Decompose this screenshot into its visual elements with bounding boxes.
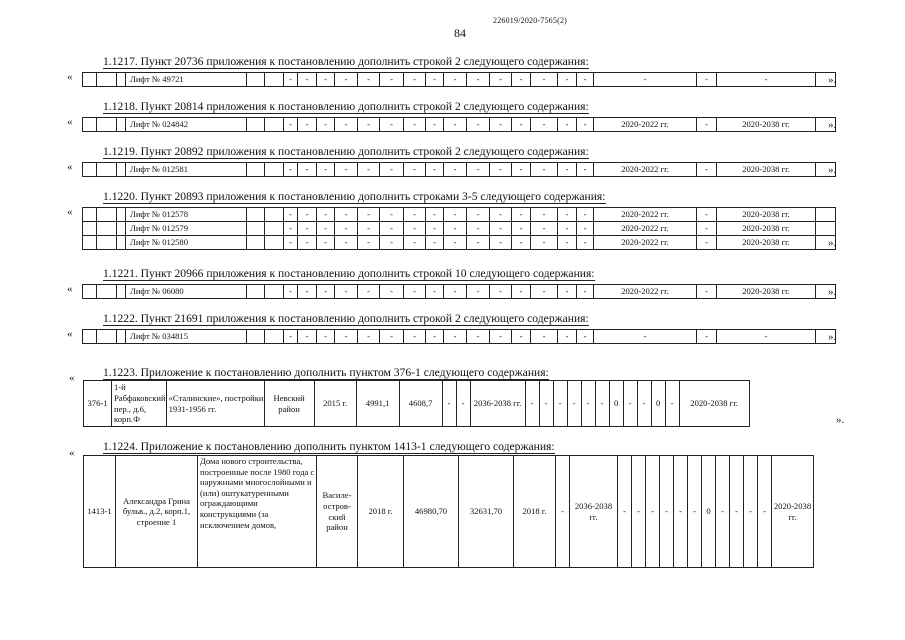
open-quote: « [67, 206, 73, 218]
table-row [83, 222, 836, 236]
table-cell: - [665, 381, 679, 427]
dash-cell: - [298, 330, 317, 344]
dash-cell: - [335, 236, 358, 250]
dash-cell: - [490, 222, 512, 236]
table-cell: «Сталинские», постройки 1931-1956 гг. [166, 381, 264, 427]
table-row [83, 208, 836, 222]
dash-cell: - [380, 118, 404, 132]
section-heading: 1.1220. Пункт 20893 приложения к постановлению дополнить строками 3-5 следующего содержания: [103, 190, 606, 203]
dash-cell: - [444, 285, 467, 299]
table-cell: - [581, 381, 595, 427]
table-cell: - [646, 456, 660, 568]
empty-cell [83, 73, 97, 87]
dash-cell: - [467, 285, 490, 299]
dash-cell: - [467, 330, 490, 344]
dash-cell: - [426, 208, 444, 222]
lift-label: Лифт № 024842 [126, 118, 247, 132]
dash-cell: - [512, 163, 531, 177]
empty-cell [117, 163, 126, 177]
open-quote: « [67, 161, 73, 173]
period-cell: 2020-2038 гг. [717, 118, 816, 132]
section-heading: 1.1222. Пункт 21691 приложения к постановлению дополнить строкой 2 следующего содержания: [103, 312, 589, 325]
dash-cell: - [490, 208, 512, 222]
empty-cell [247, 208, 265, 222]
dash-cell: - [284, 330, 298, 344]
section-heading: 1.1221. Пункт 20966 приложения к постановлению дополнить строкой 10 следующего содержания: [103, 267, 595, 280]
dash-cell: - [512, 236, 531, 250]
dash-cell: - [298, 285, 317, 299]
period-cell: - [594, 330, 697, 344]
table-cell: Александра Грина бульв., д.2, корп.1, строение 1 [116, 456, 198, 568]
period-cell: 2020-2038 гг. [717, 163, 816, 177]
empty-cell [97, 163, 117, 177]
table-row [83, 330, 836, 344]
lift-table [82, 72, 836, 87]
empty-cell [117, 118, 126, 132]
dash-cell: - [317, 285, 335, 299]
lift-label: Лифт № 012580 [126, 236, 247, 250]
table-row [83, 163, 836, 177]
dash-cell: - [444, 236, 467, 250]
empty-cell [83, 163, 97, 177]
period-cell: - [594, 73, 697, 87]
dash-cell: - [284, 222, 298, 236]
dash-cell: - [444, 330, 467, 344]
lift-label: Лифт № 012579 [126, 222, 247, 236]
empty-cell [247, 285, 265, 299]
table-cell: Василе-остров-ский район [317, 456, 358, 568]
dash-cell: - [531, 208, 558, 222]
table-cell: - [525, 381, 539, 427]
dash-cell: - [426, 163, 444, 177]
table-row [83, 73, 836, 87]
table-cell: 2036-2038 гг. [470, 381, 525, 427]
dash-cell: - [558, 118, 577, 132]
empty-cell [117, 285, 126, 299]
dash-cell: - [577, 236, 594, 250]
table-cell: 0 [651, 381, 665, 427]
lift-label: Лифт № 49721 [126, 73, 247, 87]
dash-cell: - [358, 118, 380, 132]
close-quote: ». [828, 237, 837, 249]
flag-cell: - [697, 285, 717, 299]
dash-cell: - [284, 163, 298, 177]
empty-cell [97, 118, 117, 132]
dash-cell: - [298, 163, 317, 177]
table-cell: - [688, 456, 702, 568]
empty-cell [816, 208, 836, 222]
dash-cell: - [490, 118, 512, 132]
lift-table [82, 207, 836, 250]
dash-cell: - [284, 285, 298, 299]
table-row [84, 456, 814, 568]
flag-cell: - [697, 73, 717, 87]
dash-cell: - [577, 222, 594, 236]
table-cell: 0 [609, 381, 623, 427]
dash-cell: - [444, 118, 467, 132]
empty-cell [117, 73, 126, 87]
dash-cell: - [317, 163, 335, 177]
dash-cell: - [444, 163, 467, 177]
section-heading: 1.1224. Приложение к постановлению дополнить пунктом 1413-1 следующего содержания: [103, 440, 555, 453]
period-cell: 2020-2022 гг. [594, 222, 697, 236]
dash-cell: - [358, 208, 380, 222]
open-quote: « [69, 372, 75, 384]
table-cell: - [660, 456, 674, 568]
table-cell: - [758, 456, 772, 568]
empty-cell [265, 208, 284, 222]
dash-cell: - [380, 163, 404, 177]
dash-cell: - [444, 222, 467, 236]
table-cell: - [716, 456, 730, 568]
empty-cell [97, 236, 117, 250]
dash-cell: - [404, 236, 426, 250]
lift-table [82, 117, 836, 132]
dash-cell: - [490, 330, 512, 344]
table-cell: 2018 г. [514, 456, 556, 568]
dash-cell: - [404, 208, 426, 222]
dash-cell: - [558, 208, 577, 222]
flag-cell: - [697, 222, 717, 236]
dash-cell: - [426, 285, 444, 299]
empty-cell [83, 285, 97, 299]
period-cell: - [717, 330, 816, 344]
dash-cell: - [577, 73, 594, 87]
flag-cell: - [697, 118, 717, 132]
empty-cell [83, 208, 97, 222]
dash-cell: - [490, 285, 512, 299]
table-cell: 2015 г. [314, 381, 356, 427]
dash-cell: - [404, 73, 426, 87]
dash-cell: - [512, 73, 531, 87]
dash-cell: - [317, 222, 335, 236]
empty-cell [265, 236, 284, 250]
dash-cell: - [426, 236, 444, 250]
flag-cell: - [697, 163, 717, 177]
dash-cell: - [426, 73, 444, 87]
close-quote: ». [828, 74, 837, 86]
period-cell: 2020-2038 гг. [717, 236, 816, 250]
period-cell: 2020-2038 гг. [717, 208, 816, 222]
dash-cell: - [531, 285, 558, 299]
dash-cell: - [317, 73, 335, 87]
table-cell: - [674, 456, 688, 568]
flag-cell: - [697, 330, 717, 344]
section-heading: 1.1218. Пункт 20814 приложения к постановлению дополнить строкой 2 следующего содержания: [103, 100, 589, 113]
dash-cell: - [467, 118, 490, 132]
dash-cell: - [404, 118, 426, 132]
flag-cell: - [697, 236, 717, 250]
empty-cell [97, 208, 117, 222]
empty-cell [97, 222, 117, 236]
table-cell: - [556, 456, 570, 568]
table-cell: - [567, 381, 581, 427]
table-cell: 2036-2038 гг. [570, 456, 618, 568]
dash-cell: - [335, 330, 358, 344]
dash-cell: - [512, 208, 531, 222]
dash-cell: - [358, 285, 380, 299]
empty-cell [247, 222, 265, 236]
table-cell: - [553, 381, 567, 427]
dash-cell: - [358, 222, 380, 236]
close-quote: ». [836, 414, 845, 426]
empty-cell [265, 285, 284, 299]
empty-cell [247, 73, 265, 87]
dash-cell: - [558, 285, 577, 299]
dash-cell: - [317, 330, 335, 344]
table-cell: - [623, 381, 637, 427]
lift-label: Лифт № 06080 [126, 285, 247, 299]
dash-cell: - [531, 330, 558, 344]
empty-cell [816, 222, 836, 236]
dash-cell: - [284, 236, 298, 250]
table-cell: - [637, 381, 651, 427]
dash-cell: - [358, 330, 380, 344]
close-quote: ». [828, 286, 837, 298]
table-cell: - [618, 456, 632, 568]
empty-cell [117, 208, 126, 222]
table-cell: - [456, 381, 470, 427]
dash-cell: - [298, 208, 317, 222]
table-cell: - [730, 456, 744, 568]
dash-cell: - [490, 163, 512, 177]
dash-cell: - [467, 73, 490, 87]
period-cell: 2020-2022 гг. [594, 208, 697, 222]
dash-cell: - [380, 208, 404, 222]
dash-cell: - [558, 163, 577, 177]
dash-cell: - [577, 285, 594, 299]
dash-cell: - [467, 163, 490, 177]
empty-cell [247, 236, 265, 250]
dash-cell: - [335, 118, 358, 132]
table-cell: 2020-2038 гг. [772, 456, 814, 568]
dash-cell: - [404, 330, 426, 344]
table-cell: - [595, 381, 609, 427]
table-cell: - [632, 456, 646, 568]
dash-cell: - [490, 73, 512, 87]
open-quote: « [67, 283, 73, 295]
empty-cell [247, 118, 265, 132]
dash-cell: - [404, 163, 426, 177]
dash-cell: - [444, 208, 467, 222]
dash-cell: - [380, 73, 404, 87]
dash-cell: - [558, 222, 577, 236]
dash-cell: - [317, 208, 335, 222]
dash-cell: - [358, 73, 380, 87]
empty-cell [265, 163, 284, 177]
empty-cell [117, 222, 126, 236]
open-quote: « [69, 447, 75, 459]
dash-cell: - [467, 222, 490, 236]
dash-cell: - [512, 330, 531, 344]
table-row [83, 118, 836, 132]
table-row [84, 381, 750, 427]
dash-cell: - [358, 236, 380, 250]
empty-cell [247, 330, 265, 344]
dash-cell: - [335, 163, 358, 177]
section-heading: 1.1219. Пункт 20892 приложения к постановлению дополнить строкой 2 следующего содержания: [103, 145, 589, 158]
dash-cell: - [531, 118, 558, 132]
table-cell: - [539, 381, 553, 427]
table-row [83, 236, 836, 250]
dash-cell: - [467, 236, 490, 250]
table-cell: 1413-1 [84, 456, 116, 568]
dash-cell: - [298, 118, 317, 132]
lift-table [82, 284, 836, 299]
page-number: 84 [454, 26, 466, 40]
dash-cell: - [317, 236, 335, 250]
dash-cell: - [512, 118, 531, 132]
period-cell: 2020-2022 гг. [594, 236, 697, 250]
dash-cell: - [490, 236, 512, 250]
dash-cell: - [577, 163, 594, 177]
dash-cell: - [531, 73, 558, 87]
lift-label: Лифт № 012581 [126, 163, 247, 177]
dash-cell: - [298, 73, 317, 87]
empty-cell [83, 236, 97, 250]
table-cell: 376-1 [84, 381, 112, 427]
lift-table [82, 162, 836, 177]
dash-cell: - [380, 236, 404, 250]
lift-label: Лифт № 012578 [126, 208, 247, 222]
open-quote: « [67, 328, 73, 340]
empty-cell [83, 118, 97, 132]
empty-cell [265, 222, 284, 236]
table-cell: - [744, 456, 758, 568]
dash-cell: - [426, 118, 444, 132]
table-cell: 4991,1 [356, 381, 399, 427]
table-cell: 0 [702, 456, 716, 568]
document-number: 226019/2020-7565(2) [493, 16, 568, 25]
dash-cell: - [298, 236, 317, 250]
dash-cell: - [358, 163, 380, 177]
empty-cell [97, 285, 117, 299]
empty-cell [247, 163, 265, 177]
empty-cell [97, 73, 117, 87]
dash-cell: - [404, 222, 426, 236]
dash-cell: - [404, 285, 426, 299]
dash-cell: - [317, 118, 335, 132]
dash-cell: - [335, 208, 358, 222]
period-cell: 2020-2022 гг. [594, 118, 697, 132]
period-cell: 2020-2038 гг. [717, 222, 816, 236]
dash-cell: - [512, 222, 531, 236]
empty-cell [265, 73, 284, 87]
table-cell: 4608,7 [399, 381, 442, 427]
period-cell: - [717, 73, 816, 87]
dash-cell: - [426, 222, 444, 236]
dash-cell: - [558, 73, 577, 87]
dash-cell: - [577, 330, 594, 344]
empty-cell [83, 330, 97, 344]
open-quote: « [67, 71, 73, 83]
dash-cell: - [426, 330, 444, 344]
close-quote: ». [828, 331, 837, 343]
table-cell: 1-й Рабфаковский пер., д.6, корп.Ф [112, 381, 167, 427]
empty-cell [117, 330, 126, 344]
period-cell: 2020-2038 гг. [717, 285, 816, 299]
table-cell: - [442, 381, 456, 427]
dash-cell: - [380, 330, 404, 344]
table-row [83, 285, 836, 299]
dash-cell: - [531, 236, 558, 250]
dash-cell: - [558, 236, 577, 250]
table-cell: 32631,70 [459, 456, 514, 568]
period-cell: 2020-2022 гг. [594, 285, 697, 299]
empty-cell [83, 222, 97, 236]
dash-cell: - [284, 208, 298, 222]
table-cell: Дома нового строительства, построенные после 1980 года с наружными многослойными и (или) оштукатуренными ограждающими конструкциями (за исключением домов, [198, 456, 317, 568]
dash-cell: - [335, 285, 358, 299]
section-heading: 1.1223. Приложение к постановлению дополнить пунктом 376-1 следующего содержания: [103, 366, 549, 379]
close-quote: ». [828, 119, 837, 131]
dash-cell: - [512, 285, 531, 299]
close-quote: ». [828, 164, 837, 176]
dash-cell: - [380, 222, 404, 236]
open-quote: « [67, 116, 73, 128]
flag-cell: - [697, 208, 717, 222]
dash-cell: - [298, 222, 317, 236]
period-cell: 2020-2022 гг. [594, 163, 697, 177]
dash-cell: - [558, 330, 577, 344]
dash-cell: - [284, 73, 298, 87]
dash-cell: - [577, 208, 594, 222]
dash-cell: - [335, 222, 358, 236]
dash-cell: - [380, 285, 404, 299]
section-heading: 1.1217. Пункт 20736 приложения к постановлению дополнить строкой 2 следующего содержания: [103, 55, 589, 68]
dash-cell: - [335, 73, 358, 87]
table-cell: 2020-2038 гг. [679, 381, 749, 427]
dash-cell: - [284, 118, 298, 132]
table-cell: 46980,70 [404, 456, 459, 568]
building-table [83, 455, 814, 568]
dash-cell: - [444, 73, 467, 87]
table-cell: 2018 г. [358, 456, 404, 568]
building-table [83, 380, 750, 427]
dash-cell: - [577, 118, 594, 132]
empty-cell [265, 118, 284, 132]
lift-label: Лифт № 034815 [126, 330, 247, 344]
empty-cell [265, 330, 284, 344]
dash-cell: - [531, 163, 558, 177]
empty-cell [97, 330, 117, 344]
empty-cell [117, 236, 126, 250]
dash-cell: - [531, 222, 558, 236]
table-cell: Невский район [264, 381, 314, 427]
dash-cell: - [467, 208, 490, 222]
lift-table [82, 329, 836, 344]
